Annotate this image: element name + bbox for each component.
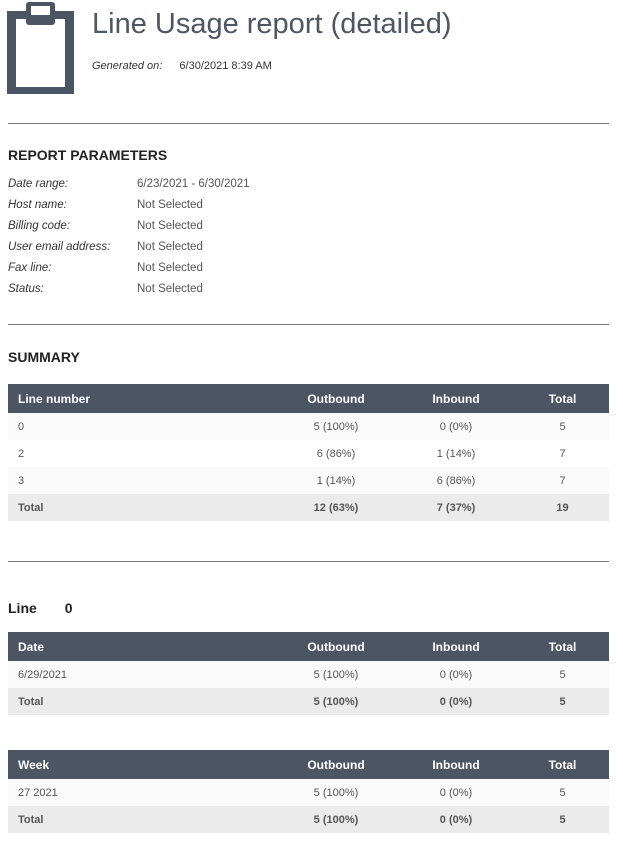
table-row <box>8 467 609 494</box>
table-cell: 5 (100%) <box>276 661 396 688</box>
line-label: Line <box>8 600 37 616</box>
table-header-row <box>8 384 609 413</box>
column-header: Inbound <box>396 632 516 661</box>
param-label: Host name: <box>8 199 67 211</box>
param-label: User email address: <box>8 241 111 253</box>
table-cell: 5 (100%) <box>276 806 396 833</box>
table-cell: 5 <box>516 779 609 806</box>
table-cell: 7 <box>516 467 609 494</box>
table-cell: 19 <box>516 494 609 521</box>
column-header: Line number <box>8 384 276 413</box>
generated-on <box>92 60 272 72</box>
param-date-range <box>8 178 408 199</box>
table-cell: 1 (14%) <box>396 440 516 467</box>
table-row <box>8 413 609 440</box>
table-header-row <box>8 632 609 661</box>
table-row <box>8 661 609 688</box>
table-cell: 7 (37%) <box>396 494 516 521</box>
column-header: Week <box>8 750 276 779</box>
param-value: Not Selected <box>137 199 203 211</box>
table-cell: 5 (100%) <box>276 688 396 715</box>
param-value: Not Selected <box>137 220 203 232</box>
param-host-name <box>8 199 408 220</box>
param-label: Date range: <box>8 178 69 190</box>
summary-title: SUMMARY <box>8 349 80 365</box>
param-value: Not Selected <box>137 262 203 274</box>
divider <box>8 561 609 562</box>
summary-table <box>8 384 609 521</box>
line-number: 0 <box>64 600 73 616</box>
table-cell: 0 (0%) <box>396 413 516 440</box>
param-label: Billing code: <box>8 220 71 232</box>
table-cell: 27 2021 <box>8 779 276 806</box>
table-cell: 6/29/2021 <box>8 661 276 688</box>
table-cell: 5 <box>516 688 609 715</box>
column-header: Inbound <box>396 750 516 779</box>
table-row <box>8 779 609 806</box>
param-user-email <box>8 241 408 262</box>
column-header: Inbound <box>396 384 516 413</box>
total-row <box>8 494 609 521</box>
generated-value: 6/30/2021 8:39 AM <box>179 60 272 72</box>
generated-label: Generated on: <box>92 60 163 72</box>
divider <box>8 123 609 124</box>
column-header: Outbound <box>276 384 396 413</box>
column-header: Outbound <box>276 750 396 779</box>
table-cell: 0 <box>8 413 276 440</box>
param-fax-line <box>8 262 408 283</box>
column-header: Outbound <box>276 632 396 661</box>
column-header: Date <box>8 632 276 661</box>
table-cell: Total <box>8 688 276 715</box>
param-label: Status: <box>8 283 44 295</box>
line-heading <box>8 600 73 616</box>
column-header: Total <box>516 750 609 779</box>
table-cell: 2 <box>8 440 276 467</box>
param-label: Fax line: <box>8 262 52 274</box>
param-value: 6/23/2021 - 6/30/2021 <box>137 178 250 190</box>
param-billing-code <box>8 220 408 241</box>
table-row <box>8 440 609 467</box>
table-cell: 0 (0%) <box>396 661 516 688</box>
table-cell: 5 (100%) <box>276 779 396 806</box>
param-status <box>8 283 408 304</box>
total-row <box>8 806 609 833</box>
table-header-row <box>8 750 609 779</box>
table-cell: 6 (86%) <box>396 467 516 494</box>
table-cell: 0 (0%) <box>396 688 516 715</box>
table-cell: 5 <box>516 413 609 440</box>
divider <box>8 324 609 325</box>
param-value: Not Selected <box>137 283 203 295</box>
column-header: Total <box>516 384 609 413</box>
parameters-title: REPORT PARAMETERS <box>8 147 168 163</box>
table-cell: Total <box>8 494 276 521</box>
table-cell: 0 (0%) <box>396 806 516 833</box>
table-cell: 6 (86%) <box>276 440 396 467</box>
table-cell: Total <box>8 806 276 833</box>
table-cell: 0 (0%) <box>396 779 516 806</box>
param-value: Not Selected <box>137 241 203 253</box>
table-cell: 5 <box>516 661 609 688</box>
column-header: Total <box>516 632 609 661</box>
table-cell: 3 <box>8 467 276 494</box>
table-cell: 7 <box>516 440 609 467</box>
week-table <box>8 750 609 833</box>
table-cell: 5 <box>516 806 609 833</box>
total-row <box>8 688 609 715</box>
table-cell: 5 (100%) <box>276 413 396 440</box>
date-table <box>8 632 609 715</box>
table-cell: 1 (14%) <box>276 467 396 494</box>
table-cell: 12 (63%) <box>276 494 396 521</box>
clipboard-icon <box>7 2 74 94</box>
report-title: Line Usage report (detailed) <box>92 8 452 40</box>
